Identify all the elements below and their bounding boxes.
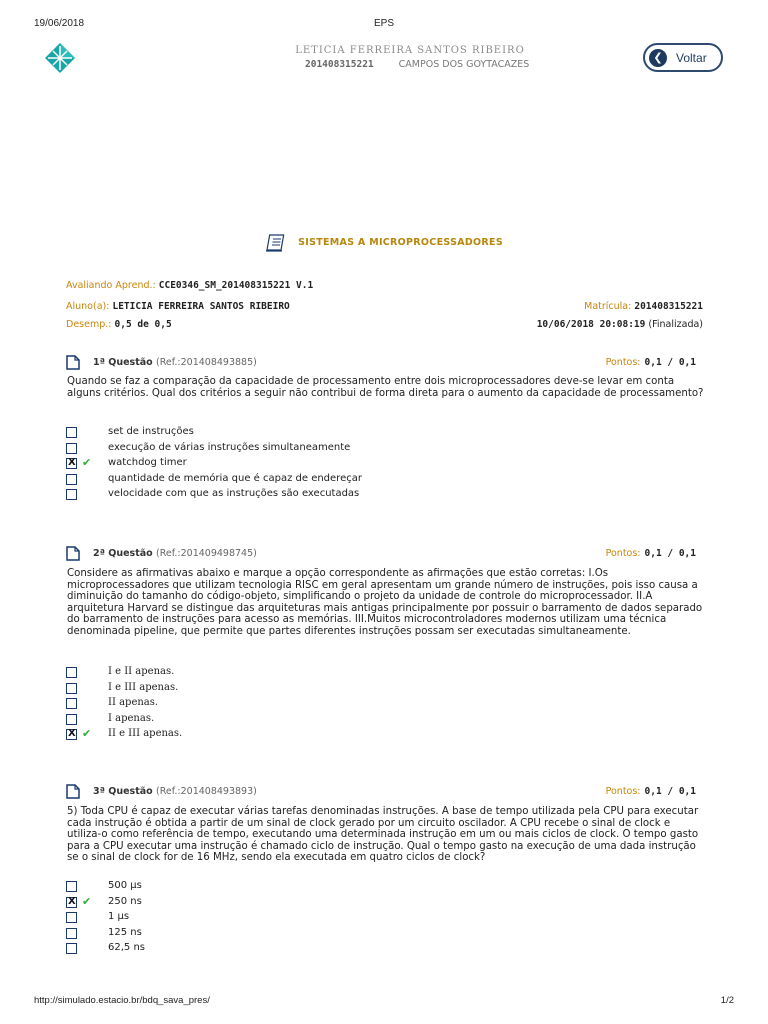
datetime-row — [537, 319, 703, 330]
answer-option[interactable] — [66, 682, 566, 698]
check-icon: ✔ — [82, 727, 92, 740]
question-ref: (Ref.:201408493885) — [156, 357, 257, 368]
question-text: Quando se faz a comparação da capacidade de processamento entre dois microprocessadores deve-se levar em conta alguns critérios. Qual dos critérios a seguir não contribui de forma direta para o aumento da capacidade de processamento? — [67, 376, 704, 399]
option-label: 62,5 ns — [108, 942, 145, 953]
avaliando-value: CCE0346_SM_201408315221 V.1 — [158, 280, 314, 291]
student-campus: CAMPOS DOS GOYTACAZES — [398, 59, 530, 70]
option-label: 500 µs — [108, 880, 142, 891]
question-options — [66, 666, 566, 744]
points-value: 0,1 / 0,1 — [644, 786, 696, 797]
checkbox[interactable] — [66, 714, 77, 725]
checkbox[interactable] — [66, 427, 77, 438]
option-label: II e III apenas. — [108, 728, 183, 739]
question-number-row — [93, 357, 257, 368]
option-label: II apenas. — [108, 697, 159, 708]
answer-option[interactable] — [66, 666, 566, 682]
points-value: 0,1 / 0,1 — [644, 357, 696, 368]
option-label: 250 ns — [108, 895, 142, 907]
submission-datetime: 10/06/2018 20:08:19 — [536, 319, 646, 330]
checked-checkbox[interactable] — [66, 897, 77, 908]
answer-option[interactable] — [66, 488, 566, 504]
question-options — [66, 426, 566, 504]
option-label: velocidade com que as instruções são executadas — [108, 488, 360, 499]
points-label: Pontos: — [605, 548, 641, 559]
question-number: 1ª Questão — [93, 357, 153, 368]
checkbox[interactable] — [66, 912, 77, 923]
answer-option[interactable] — [66, 927, 566, 943]
check-icon: ✔ — [82, 894, 92, 908]
checkbox[interactable] — [66, 489, 77, 500]
option-label: 1 µs — [108, 911, 130, 922]
aluno-value: LETICIA FERREIRA SANTOS RIBEIRO — [112, 301, 290, 312]
checkbox[interactable] — [66, 443, 77, 454]
print-page-number: 1/2 — [720, 995, 734, 1006]
answer-option-selected[interactable] — [66, 457, 566, 473]
question-options — [66, 880, 566, 958]
option-label: I e II apenas. — [108, 666, 175, 677]
checkbox[interactable] — [66, 667, 77, 678]
question-number: 3ª Questão — [93, 786, 153, 797]
option-label: set de instruções — [108, 426, 194, 437]
option-label: watchdog timer — [108, 457, 187, 468]
matricula-value: 201408315221 — [634, 301, 703, 312]
student-name: LETICIA FERREIRA SANTOS RIBEIRO — [295, 45, 525, 56]
question-points — [606, 548, 696, 559]
points-label: Pontos: — [605, 786, 641, 797]
notebook-icon — [265, 233, 289, 253]
answer-option-selected[interactable] — [66, 896, 566, 912]
question-ref: (Ref.:201408493893) — [156, 786, 257, 797]
answer-option[interactable] — [66, 942, 566, 958]
desemp-value: 0,5 de 0,5 — [114, 319, 172, 330]
question-ref: (Ref.:201409498745) — [156, 548, 257, 559]
answer-option[interactable] — [66, 426, 566, 442]
subject-title: SISTEMAS A MICROPROCESSADORES — [298, 237, 503, 248]
question-text: Considere as afirmativas abaixo e marque a opção correspondente as afirmações que estão corretas: I.Os microprocessadores que utilizam tecnologia RISC em geral apresentam um grande número de instruções, pois isso causa a diminuição do tamanho do código-objeto, simplificando o projeto da unidade de controle do microprocessador. II.A arquitetura Harvard se distingue das arquiteturas mais antigas principalmente por possuir o barramento de dados separado do barramento de instruções para acesso as memórias. III.Muitos microcontroladores modernos utilizam uma técnica denominada pipeline, que permite que partes diferentes instruções possam ser executadas simultaneamente. — [67, 568, 703, 637]
matricula-row — [584, 301, 703, 312]
option-label: 125 ns — [108, 926, 142, 938]
question-text: 5) Toda CPU é capaz de executar várias tarefas denominadas instruções. A base de tempo utilizada pela CPU para executar cada instrução é obtida a partir de um sinal de clock gerado por um circuito oscilador. A CPU recebe o sinal de clock e utiliza-o como referência de tempo, executando uma determinada instrução em um ou mais ciclos de clock. O tempo gasto para a CPU executar uma instrução é chamado ciclo de instrução. Qual o tempo gasto na execução de uma dada instrução se o sinal de clock for de 16 MHz, sendo ela executada em quatro ciclos de clock? — [67, 806, 699, 864]
answer-option[interactable] — [66, 697, 566, 713]
desemp-row — [66, 319, 172, 330]
print-title: EPS — [373, 18, 394, 29]
subject-header — [0, 232, 768, 253]
question-header — [66, 548, 696, 562]
option-label: I e III apenas. — [108, 681, 179, 693]
answer-option[interactable] — [66, 911, 566, 927]
avaliando-row — [66, 280, 313, 291]
checkbox[interactable] — [66, 943, 77, 954]
points-value: 0,1 / 0,1 — [644, 548, 696, 559]
question-number-row — [93, 786, 257, 797]
student-matricula: 201408315221 — [305, 59, 374, 70]
avaliando-label: Avaliando Aprend.: — [66, 280, 156, 291]
document-icon — [66, 546, 80, 561]
check-icon: ✔ — [82, 456, 92, 469]
option-label: quantidade de memória que é capaz de endereçar — [108, 472, 362, 484]
answer-option[interactable] — [66, 713, 566, 729]
submission-status: (Finalizada) — [648, 319, 703, 330]
back-button-label: Voltar — [676, 51, 707, 65]
answer-option[interactable] — [66, 880, 566, 896]
desemp-label: Desemp.: — [66, 319, 112, 330]
back-button[interactable] — [643, 43, 723, 72]
checked-checkbox[interactable] — [66, 458, 77, 469]
question-points — [606, 357, 696, 368]
checkbox[interactable] — [66, 881, 77, 892]
answer-option[interactable] — [66, 473, 566, 489]
answer-option-selected[interactable] — [66, 728, 566, 744]
document-icon — [66, 355, 80, 370]
question-number: 2ª Questão — [93, 548, 153, 559]
option-label: I apenas. — [108, 712, 155, 724]
matricula-label: Matrícula: — [584, 301, 632, 312]
question-header — [66, 357, 696, 371]
aluno-label: Aluno(a): — [66, 301, 110, 312]
student-info — [305, 59, 529, 70]
question-number-row — [93, 548, 257, 559]
checkbox[interactable] — [66, 683, 77, 694]
checkbox[interactable] — [66, 928, 77, 939]
points-label: Pontos: — [605, 357, 641, 368]
chevron-left-icon: ❮ — [649, 49, 667, 67]
checkbox[interactable] — [66, 474, 77, 485]
document-icon — [66, 784, 80, 799]
checkbox[interactable] — [66, 698, 77, 709]
aluno-row — [66, 301, 290, 312]
print-date: 19/06/2018 — [34, 18, 85, 29]
question-header — [66, 786, 696, 800]
print-url: http://simulado.estacio.br/bdq_sava_pres/ — [34, 995, 210, 1006]
answer-option[interactable] — [66, 442, 566, 458]
option-label: execução de várias instruções simultaneamente — [108, 441, 351, 453]
checked-checkbox[interactable] — [66, 729, 77, 740]
question-points — [606, 786, 696, 797]
